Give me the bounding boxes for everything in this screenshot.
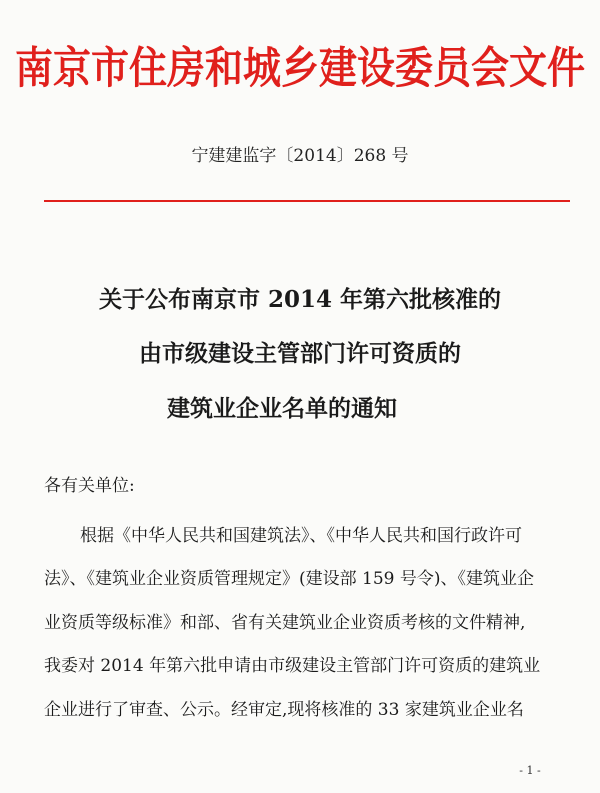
notice-title-line-1: 关于公布南京市 2014 年第六批核准的 [98, 286, 502, 313]
body-paragraph-line: 企业进行了审查、公示。经审定,现将核准的 33 家建筑业企业名 [44, 700, 524, 720]
salutation: 各有关单位: [44, 476, 135, 496]
notice-title-line-2: 由市级建设主管部门许可资质的 [139, 340, 461, 367]
masthead-title: 南京市住房和城乡建设委员会文件 [14, 41, 585, 94]
body-paragraph-line: 业资质等级标准》和部、省有关建筑业企业资质考核的文件精神, [44, 613, 526, 633]
body-paragraph-line: 根据《中华人民共和国建筑法》、《中华人民共和国行政许可 [80, 526, 522, 546]
notice-title-line-3: 建筑业企业名单的通知 [167, 395, 397, 422]
red-separator-rule [44, 200, 570, 202]
body-paragraph-line: 我委对 2014 年第六批申请由市级建设主管部门许可资质的建筑业 [44, 656, 541, 676]
page-number: - 1 - [519, 764, 541, 777]
document-number: 宁建建监字〔2014〕268 号 [191, 146, 409, 166]
body-paragraph-line: 法》、《建筑业企业资质管理规定》(建设部 159 号令)、《建筑业企 [44, 569, 535, 589]
